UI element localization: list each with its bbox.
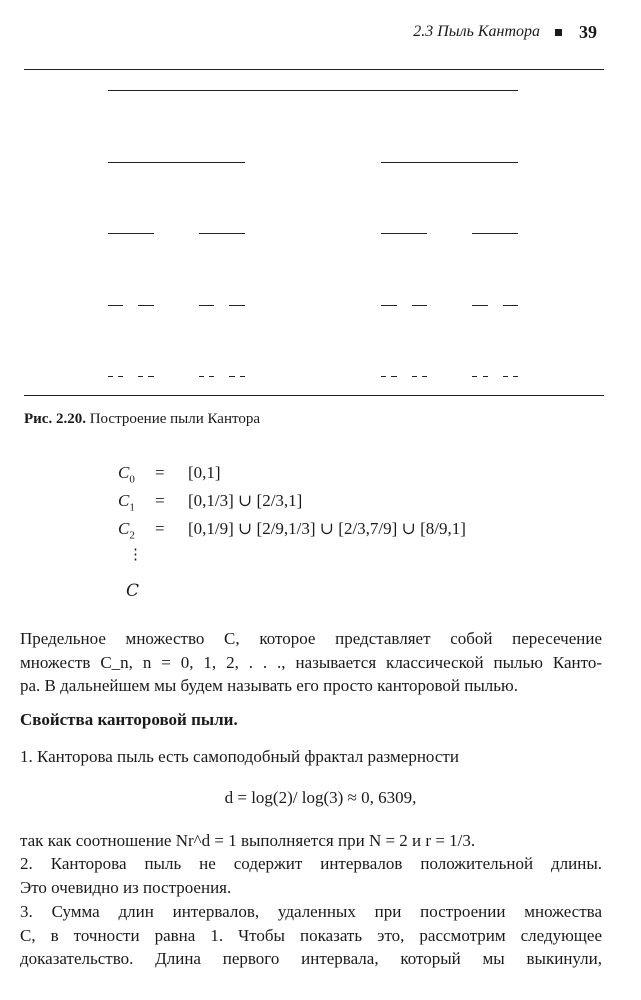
cantor-segment xyxy=(108,233,154,234)
cantor-segment xyxy=(229,305,244,306)
cantor-segment xyxy=(513,376,518,377)
text-line: ра. В дальнейшем мы будем называть его просто канторовой пылью. xyxy=(20,676,518,695)
paragraph-limit-set xyxy=(20,627,602,698)
cantor-segment xyxy=(412,305,427,306)
text-line: Это очевидно из построения. xyxy=(20,877,232,897)
cantor-segment xyxy=(118,376,123,377)
cantor-segment xyxy=(472,376,477,377)
cantor-segment xyxy=(138,376,143,377)
equation-op: = xyxy=(155,463,165,482)
text-line: 3. Сумма длин интервалов, удаленных при построении множества xyxy=(20,902,602,921)
property-1-intro xyxy=(20,745,602,769)
equation-rhs: [0,1/9] ∪ [2/9,1/3] ∪ [2/3,7/9] ∪ [8/9,1] xyxy=(188,519,466,538)
running-header xyxy=(413,20,597,44)
section-title: 2.3 Пыль Кантора xyxy=(413,23,540,40)
equation-lhs: $C_2$ xyxy=(118,519,135,542)
cantor-segment xyxy=(108,90,518,91)
cantor-segment xyxy=(483,376,488,377)
section-heading: Свойства канторовой пыли. xyxy=(20,710,238,729)
cantor-segment xyxy=(108,376,113,377)
cantor-segment xyxy=(148,376,153,377)
cantor-segment xyxy=(472,233,518,234)
property-2 xyxy=(20,852,602,899)
figure-top-rule xyxy=(24,69,604,70)
cantor-segment xyxy=(240,376,245,377)
cantor-segment xyxy=(381,376,386,377)
text-line: так как соотношение Nr^d = 1 выполняется при N = 2 и r = 1/3. xyxy=(20,831,476,850)
text-line: множеств C_n, n = 0, 1, 2, . . ., называется классической пылью Канто- xyxy=(20,652,602,672)
cantor-segment xyxy=(381,233,427,234)
cantor-segment xyxy=(199,233,245,234)
cantor-segment xyxy=(391,376,396,377)
cantor-segment xyxy=(209,376,214,377)
property-3 xyxy=(20,900,602,971)
cantor-segment xyxy=(108,162,245,163)
vertical-dots: ⋮ xyxy=(128,547,143,563)
caption-label: Рис. 2.20. xyxy=(24,411,86,427)
page-number: 39 xyxy=(579,21,597,42)
cantor-segment xyxy=(503,376,508,377)
cantor-segment xyxy=(472,305,487,306)
cantor-segment xyxy=(199,376,204,377)
equation-op: = xyxy=(155,519,165,538)
equation-rhs: [0,1/3] ∪ [2/3,1] xyxy=(188,491,303,510)
header-bullet-icon xyxy=(555,29,562,36)
equation-lhs: $C_0$ xyxy=(118,463,135,486)
text-line: 1. Канторова пыль есть самоподобный фрактал размерности xyxy=(20,747,459,766)
dimension-formula: d = log(2)/ log(3) ≈ 0, 6309, xyxy=(224,788,417,807)
cantor-segment xyxy=(412,376,417,377)
equation-rhs: [0,1] xyxy=(188,463,221,482)
cantor-segment xyxy=(381,305,396,306)
text-line: C, в точности равна 1. Чтобы показать это, рассмотрим следующее xyxy=(20,925,602,945)
text-line: доказательство. Длина первого интервала, который мы выкинули, xyxy=(20,949,602,968)
property-1-explanation xyxy=(20,829,602,853)
equation-op: = xyxy=(155,491,165,510)
caption-text: Построение пыли Кантора xyxy=(89,411,260,427)
figure-caption xyxy=(24,411,260,428)
cantor-segment xyxy=(229,376,234,377)
text-line: Предельное множество C, которое представляет собой пересечение xyxy=(20,629,602,648)
text-line: 2. Канторова пыль не содержит интервалов положительной длины. xyxy=(20,854,602,873)
equation-lhs: $C_1$ xyxy=(118,491,135,514)
cantor-segment xyxy=(138,305,153,306)
cantor-segment xyxy=(422,376,427,377)
limit-set-symbol: C xyxy=(126,581,140,601)
cantor-segment xyxy=(199,305,214,306)
cantor-segment xyxy=(381,162,518,163)
figure-bottom-rule xyxy=(24,395,604,396)
cantor-segment xyxy=(108,305,123,306)
cantor-segment xyxy=(503,305,518,306)
